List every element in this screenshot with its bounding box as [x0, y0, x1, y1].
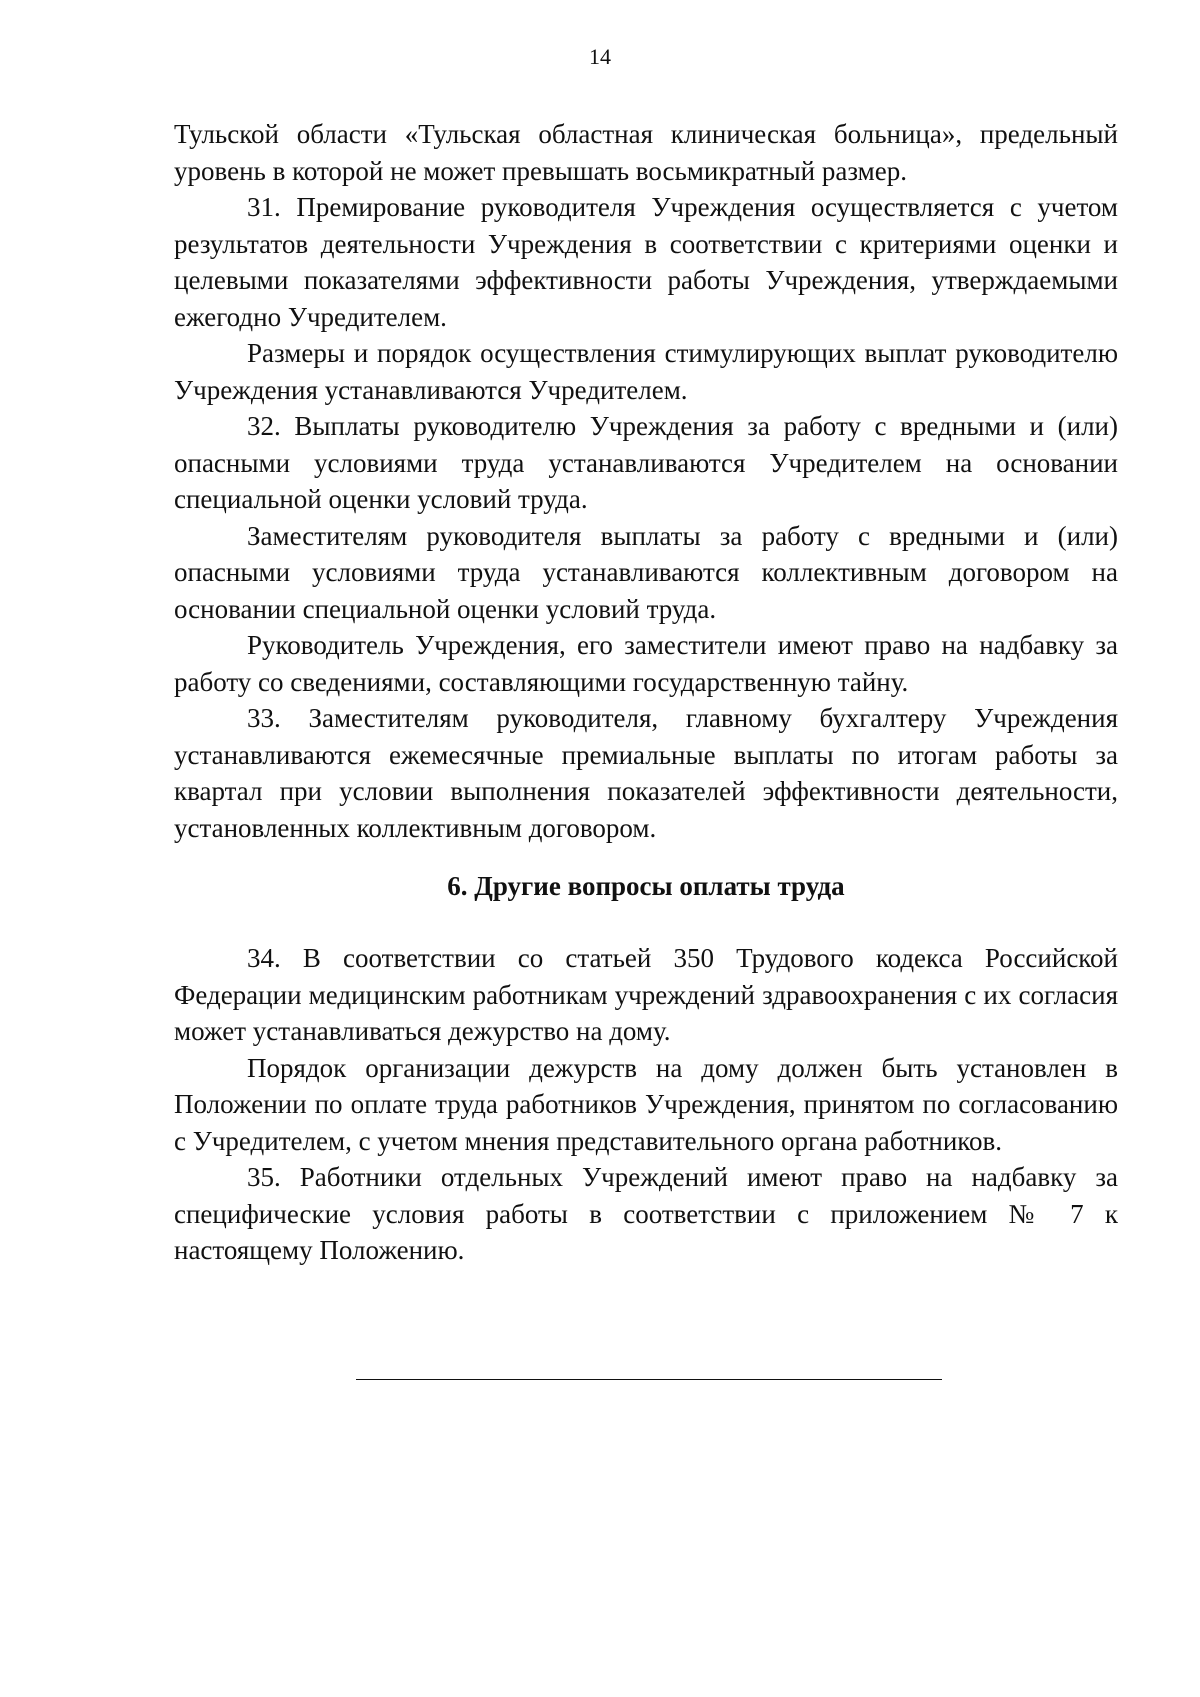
paragraph-item-34-duty-order: Порядок организации дежурств на дому должен быть установлен в Положении по оплате труда работников Учреждения, принятом по согласованию с Учредителем, с учетом мнения представительного органа работников.: [174, 1052, 1118, 1156]
paragraph-item-31: 31. Премирование руководителя Учреждения осуществляется с учетом результатов деятельности Учреждения в соответствии с критериями оценки и целевыми показателями эффективности работы Учреждения, утверждаемыми ежегодно Учредителем.: [174, 192, 1118, 332]
paragraph-item-32-state-secret: Руководитель Учреждения, его заместители имеют право на надбавку за работу со сведениями, составляющими государственную тайну.: [174, 630, 1118, 697]
paragraph-item-31-bonus-order: Размеры и порядок осуществления стимулирующих выплат руководителю Учреждения устанавливаются Учредителем.: [174, 338, 1118, 405]
paragraph-item-33: 33. Заместителям руководителя, главному бухгалтеру Учреждения устанавливаются ежемесячные премиальные выплаты по итогам работы за квартал при условии выполнения показателей эффективности деятельности, установленных коллективным договором.: [174, 703, 1118, 843]
paragraph-continuation: Тульской области «Тульская областная клиническая больница», предельный уровень в которой не может превышать восьмикратный размер.: [174, 119, 1118, 186]
section-title: 6. Другие вопросы оплаты труда: [447, 871, 845, 901]
paragraph-item-35: 35. Работники отдельных Учреждений имеют право на надбавку за специфические условия работы в соответствии с приложением № 7 к настоящему Положению.: [174, 1162, 1118, 1265]
paragraph-item-32: 32. Выплаты руководителю Учреждения за работу с вредными и (или) опасными условиями труда устанавливаются Учредителем на основании специальной оценки условий труда.: [174, 411, 1118, 514]
document-body: [174, 116, 1118, 1269]
page-number: 14: [589, 44, 611, 69]
paragraph-item-34: 34. В соответствии со статьей 350 Трудового кодекса Российской Федерации медицинским работникам учреждений здравоохранения с их согласия может устанавливаться дежурство на дому.: [174, 943, 1118, 1046]
end-of-document-rule: [356, 1379, 942, 1380]
paragraph-item-32-deputies: Заместителям руководителя выплаты за работу с вредными и (или) опасными условиями труда устанавливаются коллективным договором на основании специальной оценки условий труда.: [174, 520, 1118, 624]
